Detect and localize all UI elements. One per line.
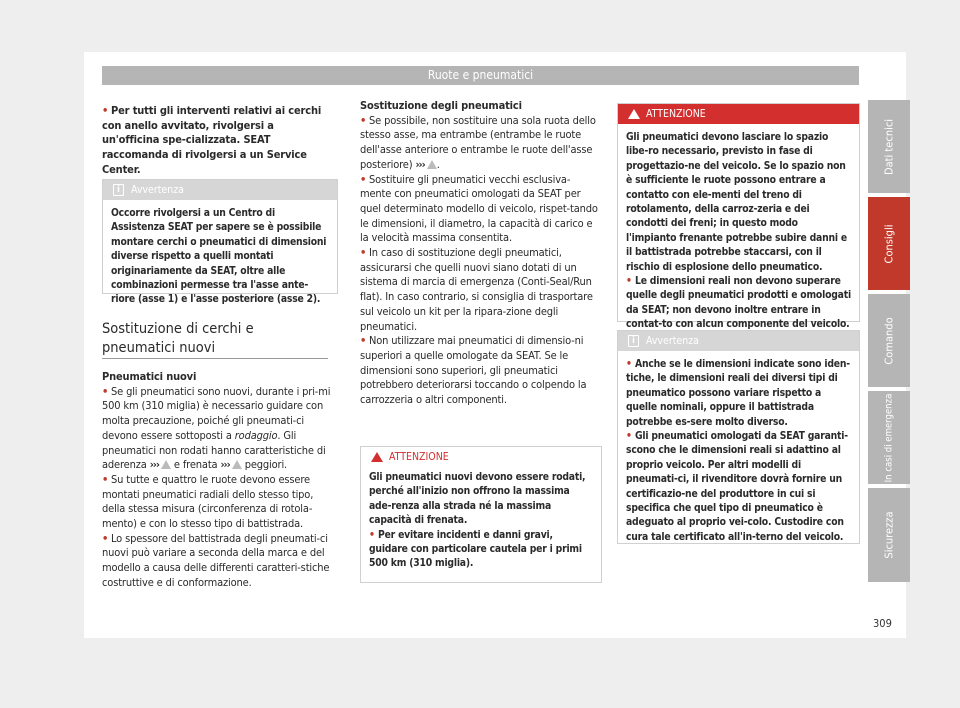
col2-body [360,99,600,408]
list-item: • Gli pneumatici omologati da SEAT garanti-scono che le dimensioni reali si adattino al proprio veicolo. Per altri modelli di pneumati-ci, il rivenditore dovrà fornire un certificazio-ne del produttore in cui si specifica che quel tipo di pneumatico è adeguato al proprio vei-colo. Custodire con cura tale certificato all'in-terno del veicolo. [626,430,848,543]
top-bullet: • Per tutti gli interventi relativi ai cerchi con anello avvitato, rivolgersi a un'officina spe-cializzata. SEAT raccomanda di rivolgersi a un Service Center. [102,104,322,176]
warning-box-1 [360,446,602,583]
subhead-new-tyres: Pneumatici nuovi [102,370,197,383]
page-number: 309 [873,617,892,630]
tab-dati-tecnici[interactable]: Dati tecnici [868,100,910,193]
info-icon: i [113,184,124,196]
list-item: • Se gli pneumatici sono nuovi, durante i pri-mi 500 km (310 miglia) è necessario guidare con molta precauzione, poiché gli pneumati-ci devono essere sottoposti a rodaggio. Gli pneumatici non rodati hanno caratteristiche di aderenza ››› e frenata ››› peggiori. [102,384,331,472]
cross-ref-link[interactable]: ››› [415,157,425,171]
subhead-replacement: Sostituzione degli pneumatici [360,99,522,112]
warning-icon [232,460,242,469]
note-box-body [618,351,859,550]
list-item: • Su tutte e quattro le ruote devono essere montati pneumatici radiali dello stesso tipo, della stessa misura (circonferenza di rotola-mento) e con lo stesso tipo di battistrada. [102,472,314,531]
tab-comando[interactable]: Comando [868,294,910,387]
tab-emergenza[interactable]: In casi di emergenza [868,391,910,484]
page-header: Ruote e pneumatici [102,66,859,85]
note-box-body: Occorre rivolgersi a un Centro di Assistenza SEAT per sapere se è possibile montare cerchi o pneumatici di dimensioni diverse rispetto a quelli montati originariamente da SEAT, oltre alle combinazioni permesse tra l'asse ante-riore (asse 1) e l'asse posteriore (asse 2). [111,207,327,306]
warning-icon [427,160,437,169]
note-box-header: i Avvertenza [103,180,337,200]
note-box-1 [102,179,338,306]
list-item: • Se possibile, non sostituire una sola ruota dello stesso asse, ma entrambe (entrambe le ruote dell'asse anteriore o entrambe le ruote dell'asse posteriore) ››› . [360,113,596,171]
section-divider [102,358,328,359]
note-box-2 [617,330,860,544]
section-title: Sostituzione di cerchi e pneumatici nuovi [102,321,254,356]
info-icon: i [628,335,639,347]
warning-icon [628,109,640,119]
list-item: • Per evitare incidenti e danni gravi, guidare con particolare cautela per i primi 500 km (310 miglia). [369,528,582,570]
list-item: • Anche se le dimensioni indicate sono iden-tiche, le dimensioni reali dei diversi tipi di pneumatico possono variare rispetto a quelle nominali, oppure il battistrada potrebbe es-sere molto diverso. [626,358,850,428]
col1-body [102,370,336,591]
cross-ref-link[interactable]: ››› [149,458,159,472]
warning-box-body: Gli pneumatici nuovi devono essere rodati, perché all'inizio non offrono la massima ade-renza alla strada né la massima capacità di frenata. • Per evitare incidenti e danni gravi, guidare con particolare cautela per i primi 500 km (310 miglia). [361,467,601,577]
warning-box-body: Gli pneumatici devono lasciare lo spazio libe-ro necessario, previsto in fase di progettazio-ne del veicolo. Se lo spazio non è sufficiente le ruote possono entrare a contatto con ele-menti del treno di rotolamento, della carroz-zeria e dei condotti dei freni; in questo modo l'impianto frenante potrebbe subire danni e il battistrada potrebbe staccarsi, con il rischio di esplosione dello pneumatico. • Le dimensioni reali non devono superare quelle degli pneumatici prodotti e omologati da SEAT; non devono inoltre entrare in contat-to con alcun componente del veicolo. [626,131,851,331]
warning-box-header: ATTENZIONE [361,447,601,467]
list-item: • Sostituire gli pneumatici vecchi esclusiva-mente con pneumatici omologati da SEAT per quel determinato modello di veicolo, rispet-tando le dimensioni, il diametro, la capacità di carico e la velocità massima consentita. [360,172,598,245]
list-item: • Le dimensioni reali non devono superare quelle degli pneumatici prodotti e omologati da SEAT; non devono inoltre entrare in contat-to con alcun componente del veicolo. [626,275,851,331]
note-box-header: i Avvertenza [618,331,859,351]
tab-sicurezza[interactable]: Sicurezza [868,488,910,582]
bullet-dot: • [102,104,109,117]
warning-icon [371,452,383,462]
warning-box-header: ATTENZIONE [618,104,859,124]
list-item: • Lo spessore del battistrada degli pneumati-ci nuovi può variare a seconda della marca e del modello a causa delle differenti caratteri-stiche costruttive e di conformazione. [102,531,330,589]
cross-ref-link[interactable]: ››› [220,458,230,472]
tab-consigli[interactable]: Consigli [868,197,910,290]
warning-box-2 [617,103,860,331]
list-item: • Non utilizzare mai pneumatici di dimensio-ni superiori a quelle omologate da SEAT. Se le dimensioni sono superiori, gli pneumatici potrebbero deteriorarsi toccando o colpendo la carrozzeria o altri componenti. [360,334,587,407]
warning-icon [161,460,171,469]
list-item: • In caso di sostituzione degli pneumatici, assicurarsi che quelli nuovi siano dotati di un sistema di marcia di emergenza (Conti-Seal/Run flat). In caso contrario, si consiglia di trasportare sul veicolo un kit per la ripara-zione degli pneumatici. [360,246,593,333]
